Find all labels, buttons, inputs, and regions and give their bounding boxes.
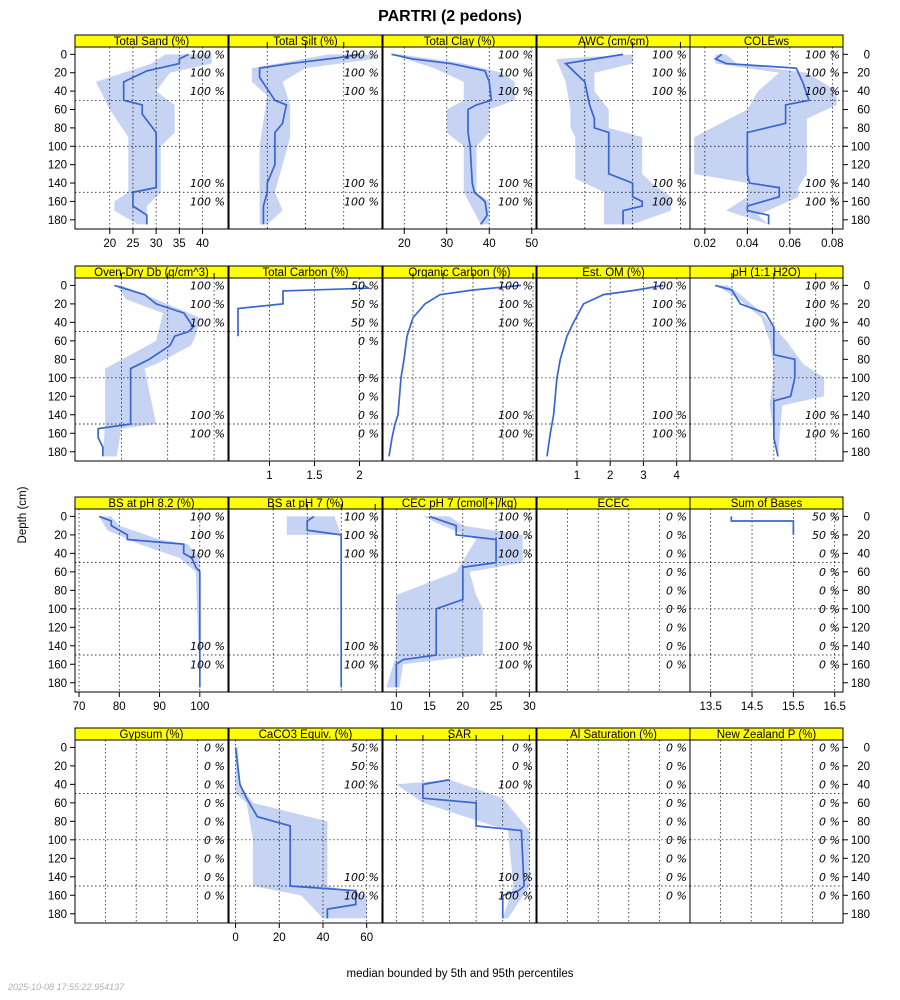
- y-tick-label: 160: [850, 659, 870, 672]
- y-tick-label: 20: [857, 67, 870, 80]
- x-tick-label: 25: [126, 238, 140, 250]
- panel-15: [48, 728, 228, 923]
- coverage-label: 100 %: [652, 177, 687, 191]
- y-tick-label: 100: [850, 834, 870, 847]
- panel-strip-label: Oven-Dry Db (g/cm^3): [94, 267, 209, 279]
- y-tick-label: 80: [857, 816, 870, 829]
- x-tick-label: 30: [440, 238, 454, 250]
- y-tick-label: 80: [857, 354, 870, 367]
- panel-strip-label: SAR: [447, 729, 472, 741]
- y-tick-label: 140: [47, 409, 67, 422]
- x-tick-label: 2: [356, 470, 363, 482]
- panel-5: [48, 266, 228, 461]
- coverage-label: 100 %: [498, 279, 533, 293]
- x-tick-label: 0: [232, 932, 239, 944]
- coverage-label: 0 %: [666, 870, 687, 884]
- y-tick-label: 120: [850, 853, 870, 866]
- median-line: [238, 285, 369, 336]
- panel-8: [537, 266, 690, 482]
- y-tick-label: 80: [54, 585, 67, 598]
- y-tick-label: 80: [857, 122, 870, 135]
- coverage-label: 100 %: [190, 316, 225, 330]
- y-tick-label: 100: [47, 372, 67, 385]
- panel-11: [229, 497, 382, 692]
- coverage-label: 100 %: [652, 427, 687, 441]
- coverage-label: 100 %: [190, 547, 225, 561]
- coverage-label: 0 %: [819, 815, 840, 829]
- y-tick-label: 140: [47, 871, 67, 884]
- coverage-label: 50 %: [351, 741, 379, 755]
- y-tick-label: 140: [850, 409, 870, 422]
- coverage-label: 100 %: [344, 778, 379, 792]
- y-tick-label: 120: [850, 391, 870, 404]
- coverage-label: 100 %: [498, 48, 533, 62]
- chart-title: PARTRI (2 pedons): [378, 8, 522, 25]
- y-tick-label: 20: [857, 298, 870, 311]
- coverage-label: 100 %: [190, 528, 225, 542]
- coverage-label: 0 %: [819, 759, 840, 773]
- coverage-label: 0 %: [666, 796, 687, 810]
- coverage-label: 100 %: [190, 66, 225, 80]
- coverage-label: 100 %: [498, 889, 533, 903]
- y-tick-label: 100: [47, 834, 67, 847]
- coverage-label: 100 %: [498, 177, 533, 191]
- x-tick-label: 20: [272, 932, 286, 944]
- y-tick-label: 20: [857, 529, 870, 542]
- y-tick-label: 60: [54, 104, 67, 117]
- coverage-label: 0 %: [819, 778, 840, 792]
- panel-strip-label: Total Sand (%): [113, 36, 190, 48]
- coverage-label: 0 %: [666, 741, 687, 755]
- y-tick-label: 60: [857, 566, 870, 579]
- x-tick-label: 20: [456, 701, 470, 713]
- x-tick-label: 4: [673, 470, 680, 482]
- y-tick-label: 40: [54, 86, 67, 99]
- coverage-label: 0 %: [512, 759, 533, 773]
- y-tick-label: 120: [47, 391, 67, 404]
- coverage-label: 50 %: [351, 279, 379, 293]
- y-tick-label: 180: [47, 214, 67, 227]
- panel-strip-label: Sum of Bases: [730, 498, 803, 510]
- y-tick-label: 20: [54, 67, 67, 80]
- x-tick-label: 50: [525, 238, 539, 250]
- y-tick-label: 0: [863, 742, 870, 755]
- coverage-label: 100 %: [652, 408, 687, 422]
- y-tick-label: 40: [857, 317, 870, 330]
- coverage-label: 0 %: [666, 547, 687, 561]
- coverage-label: 0 %: [204, 759, 225, 773]
- y-tick-label: 20: [54, 529, 67, 542]
- y-tick-label: 0: [863, 280, 870, 293]
- y-tick-label: 120: [850, 622, 870, 635]
- coverage-label: 0 %: [666, 658, 687, 672]
- panel-7: [383, 266, 536, 461]
- median-line: [547, 285, 663, 456]
- panel-strip-label: Total Carbon (%): [262, 267, 349, 279]
- coverage-label: 0 %: [512, 741, 533, 755]
- coverage-label: 100 %: [652, 48, 687, 62]
- x-tick-label: 40: [196, 238, 209, 250]
- y-tick-label: 160: [47, 196, 67, 209]
- panel-strip-label: Total Silt (%): [273, 36, 338, 48]
- coverage-label: 0 %: [204, 741, 225, 755]
- panel-2: [383, 35, 538, 250]
- y-tick-label: 180: [47, 446, 67, 459]
- y-tick-label: 40: [54, 317, 67, 330]
- panel-strip-label: pH (1:1 H2O): [732, 267, 801, 279]
- y-tick-label: 180: [850, 677, 870, 690]
- y-tick-label: 20: [54, 760, 67, 773]
- panel-1: [229, 35, 382, 229]
- coverage-label: 100 %: [344, 510, 379, 524]
- y-tick-label: 140: [850, 871, 870, 884]
- y-tick-label: 20: [857, 760, 870, 773]
- coverage-label: 100 %: [190, 48, 225, 62]
- panel-4: [690, 35, 870, 250]
- y-tick-label: 100: [850, 603, 870, 616]
- x-tick-label: 70: [72, 701, 86, 713]
- coverage-label: 50 %: [351, 759, 379, 773]
- coverage-label: 100 %: [498, 427, 533, 441]
- coverage-label: 0 %: [666, 852, 687, 866]
- panel-strip-label: ECEC: [597, 498, 630, 510]
- coverage-label: 50 %: [351, 297, 379, 311]
- x-tick-label: 13.5: [699, 701, 722, 713]
- x-tick-label: 40: [316, 932, 330, 944]
- y-tick-label: 40: [857, 86, 870, 99]
- x-tick-label: 80: [112, 701, 126, 713]
- y-tick-label: 20: [54, 298, 67, 311]
- coverage-label: 0 %: [666, 621, 687, 635]
- coverage-label: 0 %: [666, 602, 687, 616]
- y-tick-label: 60: [857, 335, 870, 348]
- coverage-label: 0 %: [819, 639, 840, 653]
- panel-18: [537, 728, 690, 923]
- coverage-label: 50 %: [812, 510, 840, 524]
- coverage-label: 100 %: [190, 177, 225, 191]
- coverage-label: 100 %: [652, 297, 687, 311]
- coverage-label: 0 %: [204, 870, 225, 884]
- coverage-label: 0 %: [204, 815, 225, 829]
- panel-strip-label: BS at pH 8.2 (%): [108, 498, 195, 510]
- y-tick-label: 0: [60, 511, 67, 524]
- x-axis-label: median bounded by 5th and 95th percentiles: [346, 968, 574, 980]
- coverage-label: 0 %: [666, 510, 687, 524]
- y-tick-label: 100: [47, 603, 67, 616]
- panel-strip-label: COLEws: [743, 36, 790, 48]
- coverage-label: 100 %: [498, 510, 533, 524]
- coverage-label: 0 %: [204, 833, 225, 847]
- coverage-label: 100 %: [498, 195, 533, 209]
- y-tick-label: 180: [850, 214, 870, 227]
- y-tick-label: 80: [54, 816, 67, 829]
- panel-strip-label: CEC pH 7 (cmol[+]/kg): [401, 498, 518, 510]
- y-tick-label: 160: [850, 428, 870, 441]
- median-line: [307, 516, 341, 687]
- x-tick-label: 90: [153, 701, 166, 713]
- coverage-label: 100 %: [344, 195, 379, 209]
- y-tick-label: 180: [850, 908, 870, 921]
- x-tick-label: 100: [190, 701, 210, 713]
- coverage-label: 100 %: [498, 297, 533, 311]
- coverage-label: 0 %: [819, 870, 840, 884]
- coverage-label: 0 %: [358, 371, 379, 385]
- y-tick-label: 80: [857, 585, 870, 598]
- x-tick-label: 30: [149, 238, 163, 250]
- coverage-label: 0 %: [666, 889, 687, 903]
- panel-9: [690, 266, 870, 461]
- y-tick-label: 60: [54, 797, 67, 810]
- y-tick-label: 120: [47, 159, 67, 172]
- panel-strip-label: Gypsum (%): [119, 729, 184, 741]
- coverage-label: 100 %: [805, 66, 840, 80]
- y-tick-label: 80: [54, 354, 67, 367]
- coverage-label: 0 %: [666, 584, 687, 598]
- y-tick-label: 0: [60, 280, 67, 293]
- y-tick-label: 180: [47, 677, 67, 690]
- coverage-label: 0 %: [819, 621, 840, 635]
- y-tick-label: 40: [857, 548, 870, 561]
- coverage-label: 100 %: [344, 547, 379, 561]
- x-tick-label: 0.02: [693, 238, 717, 250]
- coverage-label: 100 %: [498, 528, 533, 542]
- y-tick-label: 140: [850, 178, 870, 191]
- coverage-label: 100 %: [805, 195, 840, 209]
- x-tick-label: 10: [389, 701, 403, 713]
- y-tick-label: 40: [54, 548, 67, 561]
- y-tick-label: 180: [47, 908, 67, 921]
- y-tick-label: 160: [47, 428, 67, 441]
- timestamp: 2025-10-08 17:55:22.954137: [8, 982, 125, 992]
- coverage-label: 100 %: [805, 427, 840, 441]
- coverage-label: 100 %: [652, 66, 687, 80]
- panel-0: [48, 35, 228, 250]
- coverage-label: 100 %: [498, 66, 533, 80]
- coverage-label: 100 %: [498, 85, 533, 99]
- y-tick-label: 140: [47, 640, 67, 653]
- coverage-label: 100 %: [344, 66, 379, 80]
- coverage-label: 100 %: [344, 658, 379, 672]
- panel-17: [383, 728, 536, 923]
- coverage-label: 100 %: [344, 85, 379, 99]
- coverage-label: 100 %: [498, 778, 533, 792]
- y-tick-label: 60: [54, 335, 67, 348]
- panel-16: [229, 728, 382, 944]
- x-tick-label: 35: [172, 238, 186, 250]
- coverage-label: 100 %: [190, 510, 225, 524]
- coverage-label: 100 %: [805, 408, 840, 422]
- x-tick-label: 1: [573, 470, 581, 482]
- median-line: [731, 516, 793, 534]
- percentile-band: [103, 285, 200, 456]
- y-tick-label: 140: [850, 640, 870, 653]
- y-tick-label: 120: [47, 853, 67, 866]
- panel-6: [229, 266, 382, 482]
- panel-strip-label: AWC (cm/cm): [577, 36, 650, 48]
- coverage-label: 100 %: [652, 195, 687, 209]
- y-tick-label: 60: [54, 566, 67, 579]
- panel-10: [48, 497, 228, 713]
- panel-strip-label: CaCO3 Equiv. (%): [258, 729, 353, 741]
- y-tick-label: 160: [850, 196, 870, 209]
- coverage-label: 0 %: [819, 565, 840, 579]
- x-tick-label: 15: [423, 701, 436, 713]
- y-tick-label: 0: [863, 49, 870, 62]
- x-tick-label: 40: [482, 238, 496, 250]
- coverage-label: 100 %: [190, 297, 225, 311]
- y-tick-label: 40: [54, 779, 67, 792]
- x-tick-label: 60: [360, 932, 374, 944]
- panel-strip-label: Al Saturation (%): [570, 729, 657, 741]
- x-tick-label: 2: [606, 470, 614, 482]
- coverage-label: 100 %: [805, 177, 840, 191]
- coverage-label: 100 %: [805, 316, 840, 330]
- coverage-label: 0 %: [666, 639, 687, 653]
- coverage-label: 0 %: [819, 833, 840, 847]
- coverage-label: 100 %: [805, 48, 840, 62]
- x-tick-label: 1.5: [306, 470, 323, 482]
- y-tick-label: 120: [47, 622, 67, 635]
- y-tick-label: 180: [850, 446, 870, 459]
- panel-grid: [48, 35, 870, 944]
- y-tick-label: 60: [857, 104, 870, 117]
- x-tick-label: 3: [640, 470, 647, 482]
- coverage-label: 100 %: [498, 658, 533, 672]
- panel-3: [537, 35, 690, 229]
- x-tick-label: 0.08: [821, 238, 844, 250]
- x-tick-label: 25: [489, 701, 503, 713]
- coverage-label: 50 %: [351, 316, 379, 330]
- coverage-label: 0 %: [204, 852, 225, 866]
- coverage-label: 100 %: [344, 177, 379, 191]
- y-axis-label: Depth (cm): [17, 486, 29, 544]
- x-tick-label: 20: [397, 238, 411, 250]
- panel-strip-label: New Zealand P (%): [716, 729, 817, 741]
- y-tick-label: 100: [47, 141, 67, 154]
- coverage-label: 100 %: [190, 408, 225, 422]
- y-tick-label: 0: [60, 49, 67, 62]
- coverage-label: 100 %: [190, 195, 225, 209]
- coverage-label: 100 %: [498, 639, 533, 653]
- coverage-label: 0 %: [819, 852, 840, 866]
- x-tick-label: 30: [522, 701, 536, 713]
- coverage-label: 100 %: [498, 408, 533, 422]
- coverage-label: 0 %: [819, 796, 840, 810]
- coverage-label: 100 %: [190, 658, 225, 672]
- x-tick-label: 16.5: [823, 701, 846, 713]
- y-tick-label: 40: [857, 779, 870, 792]
- x-tick-label: 1: [266, 470, 273, 482]
- coverage-label: 100 %: [344, 639, 379, 653]
- x-tick-label: 0.04: [736, 238, 759, 250]
- coverage-label: 0 %: [819, 658, 840, 672]
- coverage-label: 100 %: [652, 85, 687, 99]
- coverage-label: 100 %: [498, 316, 533, 330]
- y-tick-label: 120: [850, 159, 870, 172]
- coverage-label: 0 %: [204, 889, 225, 903]
- coverage-label: 100 %: [190, 279, 225, 293]
- coverage-label: 100 %: [344, 889, 379, 903]
- coverage-label: 0 %: [666, 815, 687, 829]
- panel-strip-label: BS at pH 7 (%): [267, 498, 344, 510]
- x-tick-label: 15.5: [782, 701, 805, 713]
- percentile-band: [287, 516, 341, 534]
- y-tick-label: 160: [47, 890, 67, 903]
- y-tick-label: 140: [47, 178, 67, 191]
- coverage-label: 0 %: [204, 778, 225, 792]
- coverage-label: 0 %: [819, 889, 840, 903]
- coverage-label: 0 %: [666, 565, 687, 579]
- coverage-label: 0 %: [819, 602, 840, 616]
- coverage-label: 100 %: [498, 547, 533, 561]
- coverage-label: 0 %: [819, 547, 840, 561]
- panel-14: [690, 497, 870, 713]
- percentile-band: [392, 54, 515, 224]
- coverage-label: 0 %: [358, 334, 379, 348]
- coverage-label: 100 %: [498, 870, 533, 884]
- coverage-label: 0 %: [666, 759, 687, 773]
- y-tick-label: 0: [863, 511, 870, 524]
- coverage-label: 100 %: [652, 279, 687, 293]
- panel-strip-label: Total Clay (%): [423, 36, 496, 48]
- y-tick-label: 160: [47, 659, 67, 672]
- coverage-label: 100 %: [190, 639, 225, 653]
- coverage-label: 0 %: [358, 408, 379, 422]
- coverage-label: 0 %: [204, 796, 225, 810]
- coverage-label: 100 %: [190, 427, 225, 441]
- coverage-label: 0 %: [819, 741, 840, 755]
- y-tick-label: 0: [60, 742, 67, 755]
- x-tick-label: 0.06: [778, 238, 802, 250]
- y-tick-label: 100: [850, 141, 870, 154]
- coverage-label: 0 %: [666, 778, 687, 792]
- coverage-label: 100 %: [344, 48, 379, 62]
- coverage-label: 100 %: [344, 870, 379, 884]
- coverage-label: 0 %: [666, 528, 687, 542]
- coverage-label: 0 %: [819, 584, 840, 598]
- panel-12: [383, 497, 536, 713]
- coverage-label: 50 %: [812, 528, 840, 542]
- panel-19: [690, 728, 870, 923]
- panel-strip-label: Organic Carbon (%): [408, 267, 511, 279]
- panel-strip-label: Est. OM (%): [582, 267, 645, 279]
- coverage-label: 100 %: [805, 279, 840, 293]
- coverage-label: 0 %: [358, 427, 379, 441]
- x-tick-label: 20: [103, 238, 117, 250]
- coverage-label: 100 %: [652, 316, 687, 330]
- coverage-label: 100 %: [190, 85, 225, 99]
- coverage-label: 100 %: [805, 297, 840, 311]
- coverage-label: 0 %: [666, 833, 687, 847]
- y-tick-label: 100: [850, 372, 870, 385]
- median-line: [99, 516, 200, 687]
- coverage-label: 0 %: [358, 390, 379, 404]
- coverage-label: 100 %: [805, 85, 840, 99]
- coverage-label: 100 %: [344, 528, 379, 542]
- y-tick-label: 160: [850, 890, 870, 903]
- panel-13: [537, 497, 690, 692]
- y-tick-label: 80: [54, 122, 67, 135]
- x-tick-label: 14.5: [740, 701, 764, 713]
- y-tick-label: 60: [857, 797, 870, 810]
